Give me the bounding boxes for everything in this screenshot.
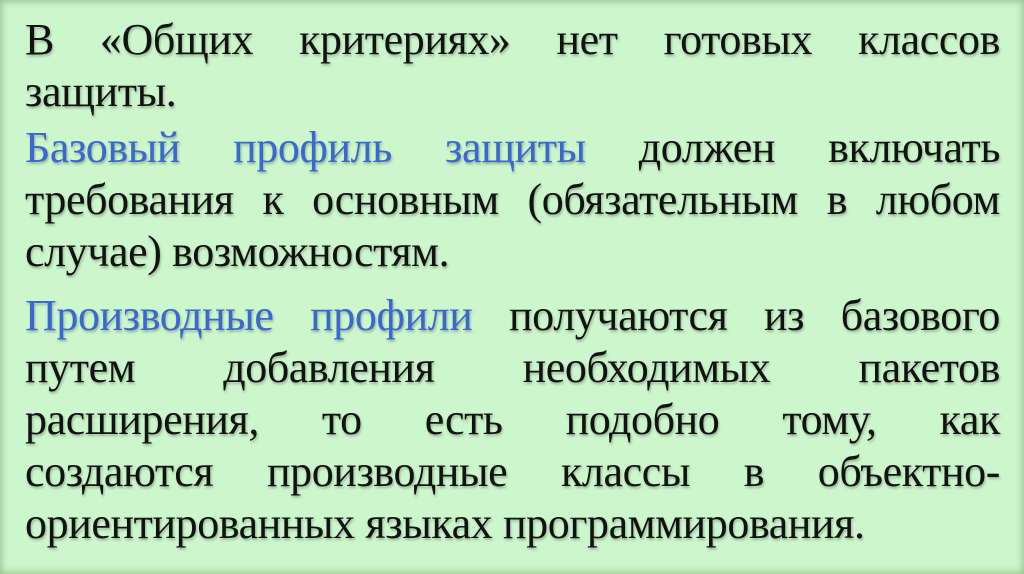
line-text: случае) возможностям. [25,227,450,276]
text-line [25,226,1000,278]
line-text: ориентированных языках программирования. [25,499,865,548]
line-text: В «Общих критериях» нет готовых классов [25,15,1000,64]
line-text: требования к основным (обязательным в любом [25,175,1000,224]
line-text: защиты. [25,67,177,116]
text-line [25,290,1000,342]
line-text: расширения, то есть подобно тому, как [25,395,1000,444]
accent-phrase-derived-profiles: Производные профили [25,291,510,340]
text-line [25,394,1000,446]
text-line [25,66,1000,118]
line-text: получаются из базового [509,291,1001,340]
line-text: создаются производные классы в объектно- [25,447,1000,496]
line-text: путем добавления необходимых пакетов [25,343,1000,392]
paragraph-no-ready-classes [25,14,1000,118]
paragraph-base-profile [25,122,1000,278]
text-line [25,498,1000,550]
text-line [25,446,1000,498]
text-line [25,122,1000,174]
text-line [25,14,1000,66]
line-text: должен включать [638,123,1001,172]
slide-text-block [25,14,1000,550]
accent-phrase-base-profile: Базовый профиль защиты [25,123,639,172]
text-line [25,174,1000,226]
paragraph-derived-profiles [25,290,1000,550]
text-line [25,342,1000,394]
